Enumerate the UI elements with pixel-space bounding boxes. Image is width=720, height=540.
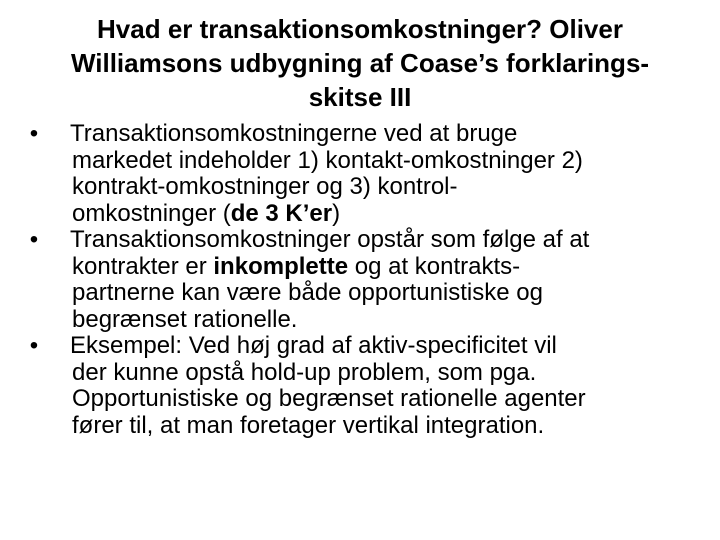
bullet-marker: • — [29, 332, 39, 359]
bullet-line: Opportunistiske og begrænset rationelle agenter — [72, 385, 586, 412]
bullet-item-incomplete-contracts — [22, 227, 702, 333]
title-line-2: Williamsons udbygning af Coase’s forklarings- — [70, 48, 650, 78]
bullet-line — [72, 201, 702, 228]
bullet-line: fører til, at man foretager vertikal integration. — [72, 411, 545, 439]
title-line-1: Hvad er transaktionsomkostninger? Oliver — [97, 14, 623, 44]
bullet-bold-text: de 3 K’er — [230, 199, 333, 227]
bullet-text: kontrakter er — [72, 252, 214, 280]
bullet-line: markedet indeholder 1) kontakt-omkostninger 2) — [72, 146, 583, 174]
bullet-line: partnerne kan være både opportunistiske og — [72, 279, 543, 306]
slide-title — [20, 12, 700, 114]
bullet-line: Transaktionsomkostninger opstår som følge af at — [70, 226, 590, 253]
bullet-text: omkostninger ( — [72, 199, 231, 227]
bullet-item-example — [22, 333, 702, 439]
bullet-line: der kunne opstå hold-up problem, som pga. — [72, 358, 537, 386]
bullet-line: Eksempel: Ved høj grad af aktiv-specificitet vil — [70, 332, 557, 359]
bullet-list — [22, 121, 702, 439]
bullet-text: ) — [332, 199, 341, 227]
bullet-item-transaction-costs — [22, 121, 702, 227]
bullet-line: begrænset rationelle. — [72, 305, 298, 333]
bullet-line: kontrakt-omkostninger og 3) kontrol- — [72, 173, 458, 200]
bullet-line: Transaktionsomkostningerne ved at bruge — [70, 120, 518, 147]
bullet-marker: • — [29, 226, 39, 253]
bullet-text: og at kontrakts- — [348, 252, 521, 280]
bullet-line — [72, 254, 702, 281]
bullet-bold-text: inkomplette — [213, 252, 349, 280]
bullet-marker: • — [29, 120, 39, 147]
title-line-3: skitse III — [308, 82, 412, 112]
